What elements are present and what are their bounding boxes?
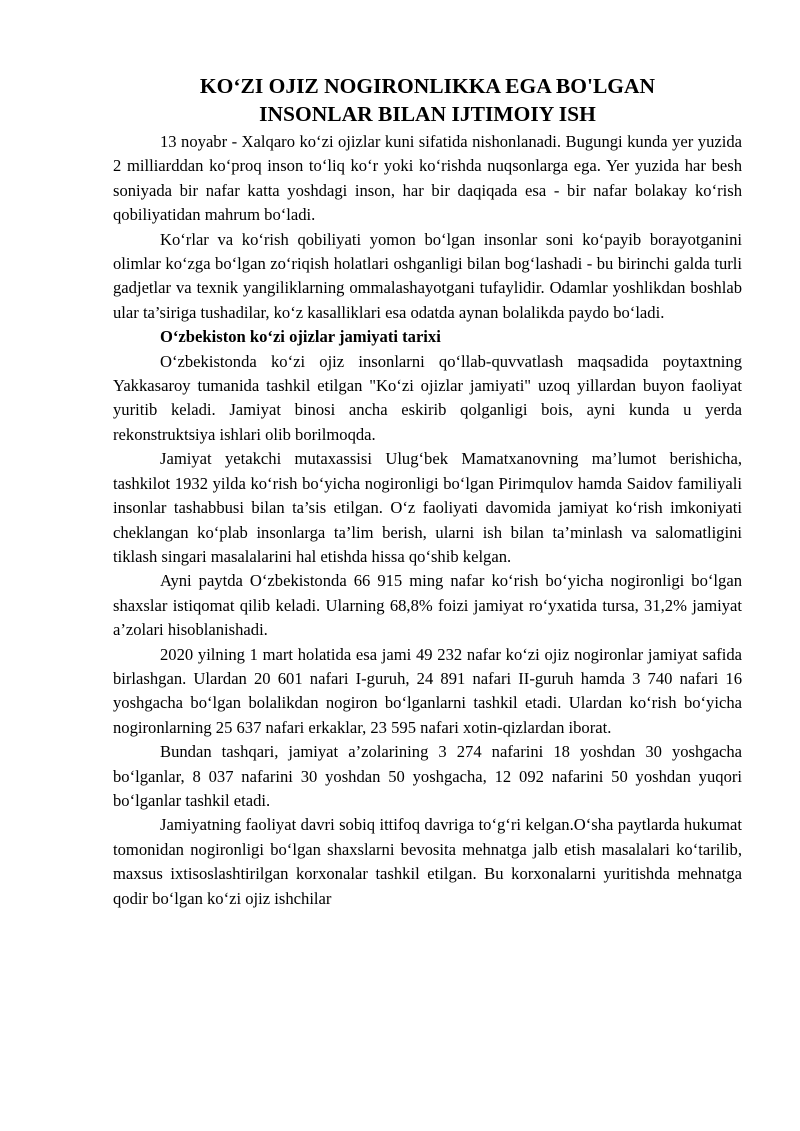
paragraph-history-3: Ayni paytda O‘zbekistonda 66 915 ming nafar ko‘rish bo‘yicha nogironligi bo‘lgan shaxslar istiqomat qilib keladi. Ularning 68,8% foizi jamiyat ro‘yxatida tursa, 31,2% jamiyat a’zolari hisoblanishadi.	[113, 571, 742, 640]
paragraph-intro-1: 13 noyabr - Xalqaro ko‘zi ojizlar kuni sifatida nishonlanadi. Bugungi kunda yer yuzida 2 milliarddan ko‘proq inson to‘liq ko‘r yoki ko‘rishda nuqsonlarga ega. Yer yuzida har besh soniyada bir nafar katta yoshdagi inson, har bir daqiqada esa - bir nafar bolakay ko‘rish qobiliyatidan mahrum bo‘ladi.	[113, 132, 742, 225]
title-line-1: KO‘ZI OJIZ NOGIRONLIKKA EGA BO'LGAN	[199, 74, 656, 98]
paragraph-history-5: Bundan tashqari, jamiyat a’zolarining 3 274 nafarini 18 yoshdan 30 yoshgacha bo‘lganlar, 8 037 nafarini 30 yoshdan 50 yoshgacha, 12 092 nafarini 50 yoshdan yuqori bo‘lganlar tashkil etadi.	[113, 742, 742, 810]
title-line-2: INSONLAR BILAN IJTIMOIY ISH	[259, 102, 596, 126]
paragraph-history-2: Jamiyat yetakchi mutaxassisi Ulug‘bek Mamatxanovning ma’lumot berishicha, tashkilot 1932 yilda ko‘rish bo‘yicha nogironligi bo‘lgan Pirimqulov hamda Saidov familiyali insonlar tashabbusi bilan ta’sis etilgan. O‘z faoliyati davomida jamiyat ko‘rish imkoniyati cheklangan ko‘plab insonlarga ta’lim berish, ularni ish bilan ta’minlash va salomatligini tiklash singari masalalarini hal etishda hissa qo‘shib kelgan.	[113, 449, 742, 566]
paragraph-history-6: Jamiyatning faoliyat davri sobiq ittifoq davriga to‘g‘ri kelgan.O‘sha paytlarda hukumat tomonidan nogironligi bo‘lgan shaxslarni bevosita mehnatga jalb etish masalalari ko‘tarilib, maxsus ixtisoslashtirilgan korxonalar tashkil etilgan. Bu korxonalarni yuritishda mehnatga qodir bo‘lgan ko‘zi ojiz ishchilar	[113, 815, 742, 908]
paragraph-history-1: O‘zbekistonda ko‘zi ojiz insonlarni qo‘llab-quvvatlash maqsadida poytaxtning Yakkasaroy tumanida tashkil etilgan "Ko‘zi ojizlar jamiyati" uzoq yillardan buyon faoliyat yuritib keladi. Jamiyat binosi ancha eskirib qolganligi bois, ayni kunda u yerda rekonstruktsiya ishlari olib borilmoqda.	[113, 351, 742, 444]
document-body	[113, 72, 742, 911]
paragraph-history-4: 2020 yilning 1 mart holatida esa jami 49 232 nafar ko‘zi ojiz nogironlar jamiyat safida birlashgan. Ulardan 20 601 nafari I-guruh, 24 891 nafari II-guruh hamda 3 740 nafari 16 yoshgacha bo‘lgan bolalikdan nogiron bo‘lganlarni tashkil etadi. Ulardan ko‘rish bo‘yicha nogironlarning 25 637 nafari erkaklar, 23 595 nafari xotin-qizlardan iborat.	[113, 644, 742, 737]
paragraph-intro-2: Ko‘rlar va ko‘rish qobiliyati yomon bo‘lgan insonlar soni ko‘payib borayotganini olimlar ko‘zga bo‘lgan zo‘riqish holatlari oshganligi bilan bog‘lashadi - bu birinchi galda turli gadjetlar va texnik yangiliklarning ommalashayotgani tufaylidir. Odamlar yoshlikdan boshlab ular ta’siriga tushadilar, ko‘z kasalliklari esa odatda aynan bolalikda paydo bo‘ladi.	[113, 229, 742, 322]
section-heading: O‘zbekiston ko‘zi ojizlar jamiyati tarixi	[160, 327, 441, 347]
document-title	[113, 72, 742, 128]
